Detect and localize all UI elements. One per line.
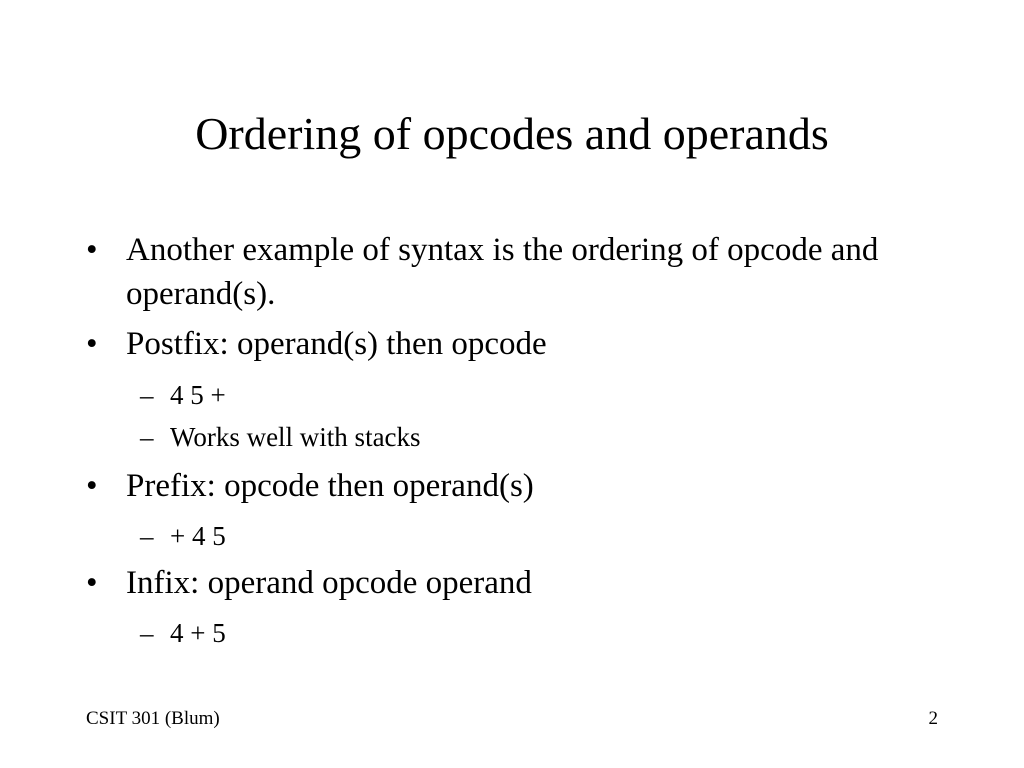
sub-bullet-marker: – (140, 422, 154, 452)
sub-bullet-text: + 4 5 (170, 521, 226, 551)
sub-bullet-text: 4 + 5 (170, 618, 226, 648)
sub-bullet-item (140, 518, 840, 554)
sub-bullet-marker: – (140, 521, 154, 551)
bullet-marker: • (86, 326, 98, 362)
bullet-text: Another example of syntax is the ordering of opcode and operand(s). (126, 232, 879, 312)
bullet-text: Postfix: operand(s) then opcode (126, 326, 547, 362)
sub-bullet-marker: – (140, 618, 154, 648)
bullet-item (86, 561, 886, 605)
bullet-item (86, 228, 886, 316)
sub-bullet-text: Works well with stacks (170, 422, 421, 452)
bullet-marker: • (86, 565, 98, 601)
sub-bullet-marker: – (140, 380, 154, 410)
bullet-marker: • (86, 232, 98, 268)
sub-bullet-item (140, 377, 840, 413)
sub-bullet-item (140, 615, 840, 651)
bullet-text: Prefix: opcode then operand(s) (126, 468, 534, 504)
bullet-text: Infix: operand opcode operand (126, 565, 532, 601)
footer-course-label: CSIT 301 (Blum) (86, 708, 220, 729)
bullet-item (86, 464, 886, 508)
slide-title: Ordering of opcodes and operands (195, 108, 829, 159)
sub-bullet-item (140, 419, 840, 455)
bullet-item (86, 322, 886, 366)
page-number: 2 (928, 708, 938, 729)
bullet-marker: • (86, 468, 98, 504)
sub-bullet-text: 4 5 + (170, 380, 226, 410)
